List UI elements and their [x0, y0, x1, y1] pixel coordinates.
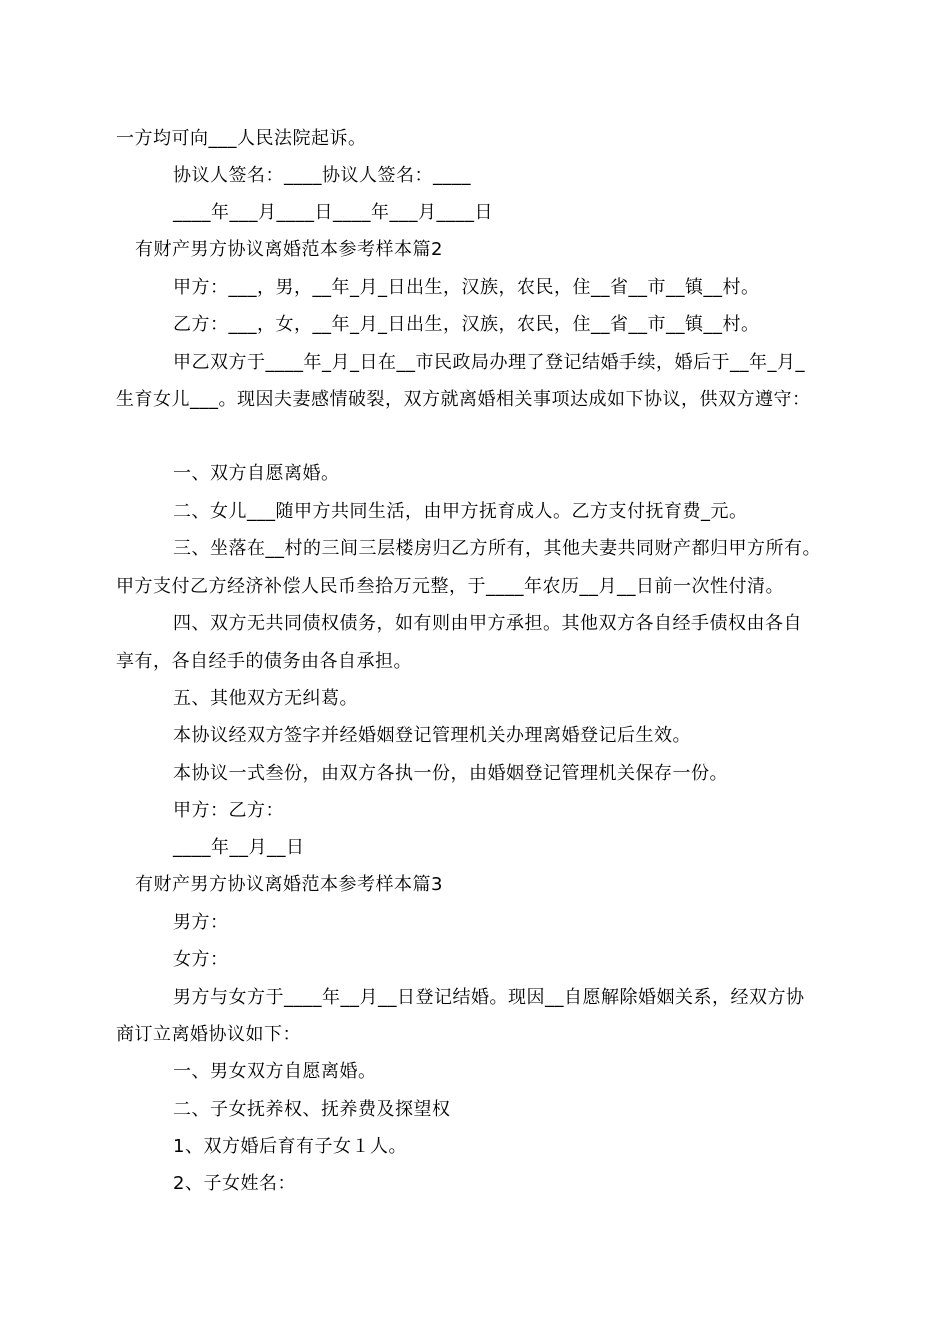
text-line: 甲乙双方于____年_月_日在__市民政局办理了登记结婚手续，婚后于__年_月_: [173, 352, 805, 373]
section-heading: 有财产男方协议离婚范本参考样本篇3: [135, 874, 443, 895]
text-line: 一、双方自愿离婚。: [173, 463, 340, 484]
text-line: 男方：: [173, 912, 229, 933]
text-line: 二、女儿___随甲方共同生活，由甲方抚育成人。乙方支付抚育费_元。: [173, 501, 748, 522]
text-line: 本协议一式叁份，由双方各执一份，由婚姻登记管理机关保存一份。: [173, 763, 728, 784]
text-line: ____年__月__日: [173, 837, 305, 858]
text-line: 五、其他双方无纠葛。: [173, 688, 358, 709]
text-line: 享有，各自经手的债务由各自承担。: [116, 651, 412, 672]
text-line: 2、子女姓名：: [173, 1173, 296, 1194]
text-line: 女方：: [173, 949, 229, 970]
text-line: 甲方：___，男，__年_月_日出生，汉族，农民，住__省__市__镇__村。: [173, 277, 760, 298]
text-line: 三、坐落在__村的三间三层楼房归乙方所有，其他夫妻共同财产都归甲方所有。: [173, 538, 821, 559]
section-heading: 有财产男方协议离婚范本参考样本篇2: [135, 239, 443, 260]
text-line: ____年___月____日____年___月____日: [173, 202, 493, 223]
text-line: 协议人签名：____协议人签名：____: [173, 165, 471, 186]
text-line: 生育女儿___。现因夫妻感情破裂，双方就离婚相关事项达成如下协议，供双方遵守：: [116, 389, 811, 410]
text-line: 男方与女方于____年__月__日登记结婚。现因__自愿解除婚姻关系，经双方协: [173, 987, 805, 1008]
text-line: 一、男女双方自愿离婚。: [173, 1061, 377, 1082]
text-line: 四、双方无共同债权债务，如有则由甲方承担。其他双方各自经手债权由各自: [173, 613, 802, 634]
text-line: 二、子女抚养权、抚养费及探望权: [173, 1099, 451, 1120]
text-line: 1、双方婚后育有子女１人。: [173, 1136, 407, 1157]
text-line: 甲方支付乙方经济补偿人民币叁拾万元整，于____年农历__月__日前一次性付清。: [116, 576, 784, 597]
text-line: 一方均可向___人民法院起诉。: [116, 128, 367, 149]
text-line: 乙方：___，女，__年_月_日出生，汉族，农民，住__省__市__镇__村。: [173, 314, 760, 335]
text-line: 商订立离婚协议如下：: [116, 1024, 301, 1045]
text-line: 本协议经双方签字并经婚姻登记管理机关办理离婚登记后生效。: [173, 725, 691, 746]
text-line: 甲方：乙方：: [173, 800, 284, 821]
